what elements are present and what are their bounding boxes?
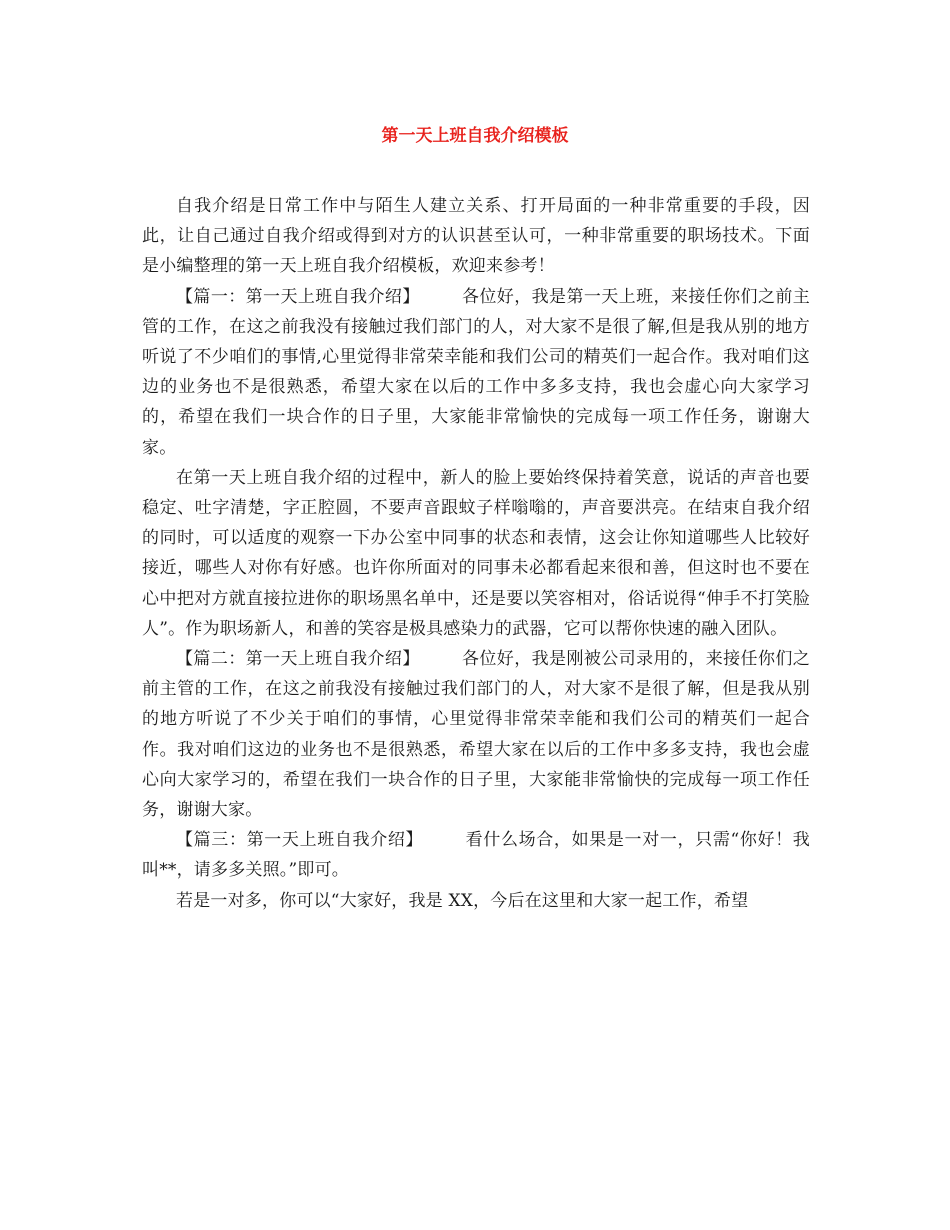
intro-paragraph: 自我介绍是日常工作中与陌生人建立关系、打开局面的一种非常重要的手段，因此，让自己通过自我介绍或得到对方的认识甚至认可，一种非常重要的职场技术。下面是小编整理的第一天上班自我介绍模板，欢迎来参考！ xyxy=(142,196,810,277)
section-3-heading: 【篇三：第一天上班自我介绍】 xyxy=(176,830,424,851)
closing-paragraph: 若是一对多，你可以“大家好，我是 XX，今后在这里和大家一起工作，希望 xyxy=(176,890,749,911)
advice-paragraph: 在第一天上班自我介绍的过程中，新人的脸上要始终保持着笑意，说话的声音也要稳定、吐字清楚，字正腔圆，不要声音跟蚊子样嗡嗡的，声音要洪亮。在结束自我介绍的同时，可以适度的观察一下办公室中同事的状态和表情，这会让你知道哪些人比较好接近，哪些人对你有好感。也许你所面对的同事未必都看起来很和善，但这时也不要在心中把对方就直接拉进你的职场黑名单中，还是要以笑容相对，俗话说得“伸手不打笑脸人”。作为职场新人，和善的笑容是极具感染力的武器，它可以帮你快速的融入团队。 xyxy=(142,467,810,639)
document-body xyxy=(142,191,810,916)
section-1-text: 各位好，我是第一天上班，来接任你们之前主管的工作，在这之前我没有接触过我们部门的人，对大家不是很了解,但是我从别的地方听说了不少咱们的事情,心里觉得非常荣幸能和我们公司的精英们一起合作。我对咱们这边的业务也不是很熟悉，希望大家在以后的工作中多多支持，我也会虚心向大家学习的，希望在我们一块合作的日子里，大家能非常愉快的完成每一项工作任务，谢谢大家。 xyxy=(142,286,810,458)
section-2-text: 各位好，我是刚被公司录用的，来接任你们之前主管的工作，在这之前我没有接触过我们部门的人，对大家不是很了解，但是我从别的地方听说了不少关于咱们的事情，心里觉得非常荣幸能和我们公司的精英们一起合作。我对咱们这边的业务也不是很熟悉，希望大家在以后的工作中多多支持，我也会虚心向大家学习的，希望在我们一块合作的日子里，大家能非常愉快的完成每一项工作任务，谢谢大家。 xyxy=(142,649,810,821)
section-2-paragraph xyxy=(142,644,810,825)
section-2-heading: 【篇二：第一天上班自我介绍】 xyxy=(176,649,420,670)
document-title: 第一天上班自我介绍模板 xyxy=(381,126,569,146)
section-1-paragraph xyxy=(142,282,810,463)
section-1-heading: 【篇一：第一天上班自我介绍】 xyxy=(176,286,420,307)
section-3-paragraph xyxy=(142,825,810,885)
section-3-text: 看什么场合，如果是一对一，只需“你好！我叫**，请多多关照。”即可。 xyxy=(142,830,810,881)
